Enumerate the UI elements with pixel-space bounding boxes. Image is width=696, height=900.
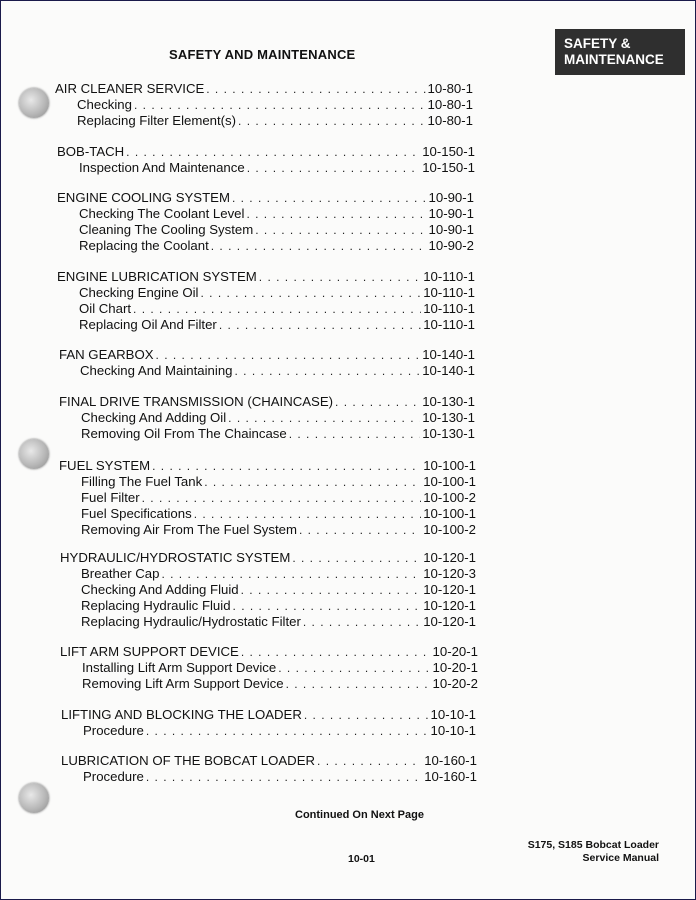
toc-entry-title: LIFT ARM SUPPORT DEVICE (60, 644, 239, 659)
toc-page-ref: 10-160-1 (424, 768, 477, 784)
toc-page-ref: 10-90-1 (428, 190, 474, 205)
section-tab-line1: SAFETY & (564, 36, 631, 51)
toc-page-ref: 10-90-1 (428, 221, 474, 237)
toc-entry-title: Procedure (83, 768, 144, 784)
dot-leader (232, 191, 427, 207)
dot-leader (228, 411, 420, 427)
toc-entry-title: LUBRICATION OF THE BOBCAT LOADER (61, 753, 316, 768)
manual-type: Service Manual (582, 852, 659, 864)
toc-entry-title: Replacing Filter Element(s) (77, 112, 237, 128)
toc-page-ref: 10-100-2 (423, 521, 476, 537)
toc-entry (59, 347, 475, 363)
toc-page-ref: 10-20-1 (432, 644, 478, 659)
dot-leader (201, 286, 422, 302)
toc-entry (55, 81, 473, 97)
toc-subentry (81, 614, 476, 630)
toc-entry-title: Removing Air From The Fuel System (81, 521, 297, 537)
toc-subentry (82, 676, 478, 692)
continued-note: Continued On Next Page (295, 809, 424, 821)
toc-entry-title: Checking And Maintaining (80, 362, 233, 378)
section-tab-line2: MAINTENANCE (564, 52, 664, 67)
dot-leader (317, 754, 422, 770)
toc-page-ref: 10-120-1 (423, 550, 476, 565)
toc-subentry (77, 97, 473, 113)
toc-entry-title: Installing Lift Arm Support Device (82, 659, 277, 675)
table-of-contents (1, 1, 695, 899)
dot-leader (134, 98, 426, 114)
toc-entry-title: FINAL DRIVE TRANSMISSION (CHAINCASE) (59, 394, 334, 409)
toc-entry (60, 644, 478, 660)
toc-subentry (83, 723, 476, 739)
toc-page-ref: 10-110-1 (423, 284, 475, 300)
toc-page-ref: 10-110-1 (423, 269, 475, 284)
toc-entry-title: Checking Engine Oil (79, 284, 199, 300)
toc-entry (57, 144, 475, 160)
dot-leader (259, 270, 421, 286)
toc-subentry (81, 598, 476, 614)
dot-leader (194, 507, 422, 523)
toc-entry (61, 707, 476, 723)
toc-entry-title: ENGINE LUBRICATION SYSTEM (57, 269, 257, 284)
toc-entry-title: Fuel Specifications (81, 505, 192, 521)
toc-page-ref: 10-130-1 (422, 394, 475, 409)
dot-leader (126, 145, 420, 161)
dot-leader (299, 523, 421, 539)
dot-leader (204, 475, 421, 491)
toc-entry-title: FUEL SYSTEM (59, 458, 151, 473)
manual-title (528, 839, 659, 865)
toc-entry (60, 550, 476, 566)
dot-leader (206, 82, 425, 98)
toc-page-ref: 10-130-1 (422, 409, 475, 425)
toc-page-ref: 10-80-1 (427, 81, 473, 96)
dot-leader (146, 770, 422, 786)
toc-subentry (77, 113, 473, 129)
toc-page-ref: 10-10-1 (430, 707, 476, 722)
toc-section (1, 394, 695, 442)
toc-section (1, 144, 695, 176)
dot-leader (152, 459, 421, 475)
toc-subentry (80, 363, 475, 379)
toc-page-ref: 10-150-1 (422, 159, 475, 175)
toc-entry-title: Checking The Coolant Level (79, 205, 245, 221)
toc-page-ref: 10-100-1 (423, 458, 476, 473)
toc-page-ref: 10-20-2 (432, 675, 478, 691)
page-title: SAFETY AND MAINTENANCE (169, 47, 356, 62)
dot-leader (335, 395, 420, 411)
toc-page-ref: 10-90-1 (428, 205, 474, 221)
toc-subentry (82, 660, 478, 676)
dot-leader (303, 615, 421, 631)
toc-section (1, 707, 695, 739)
toc-entry (57, 269, 475, 285)
toc-entry-title: Inspection And Maintenance (79, 159, 245, 175)
toc-page-ref: 10-120-3 (423, 565, 476, 581)
toc-subentry (81, 474, 476, 490)
toc-page-ref: 10-90-2 (428, 237, 474, 253)
dot-leader (211, 239, 427, 255)
toc-section (1, 81, 695, 129)
toc-section (1, 753, 695, 785)
toc-page-ref: 10-120-1 (423, 613, 476, 629)
toc-entry-title: Checking And Adding Oil (81, 409, 227, 425)
toc-page-ref: 10-150-1 (422, 144, 475, 159)
toc-page-ref: 10-20-1 (432, 659, 478, 675)
manual-model: S175, S185 Bobcat Loader (527, 839, 659, 851)
dot-leader (133, 302, 421, 318)
toc-entry (59, 458, 476, 474)
toc-entry (61, 753, 477, 769)
toc-page-ref: 10-120-1 (423, 597, 476, 613)
toc-page-ref: 10-100-1 (423, 505, 476, 521)
dot-leader (219, 318, 421, 334)
toc-entry-title: BOB-TACH (57, 144, 125, 159)
toc-page-ref: 10-160-1 (424, 753, 477, 768)
toc-entry-title: FAN GEARBOX (59, 347, 154, 362)
toc-subentry (81, 490, 476, 506)
toc-entry-title: LIFTING AND BLOCKING THE LOADER (61, 707, 302, 722)
toc-subentry (81, 410, 475, 426)
dot-leader (161, 567, 421, 583)
dot-leader (241, 645, 431, 661)
toc-subentry (79, 222, 474, 238)
toc-subentry (81, 582, 476, 598)
toc-entry-title: Checking And Adding Fluid (81, 581, 239, 597)
toc-section (1, 550, 695, 629)
toc-entry-title: Oil Chart (79, 300, 132, 316)
dot-leader (233, 599, 422, 615)
toc-page-ref: 10-140-1 (422, 347, 475, 362)
dot-leader (286, 677, 431, 693)
toc-page-ref: 10-120-1 (423, 581, 476, 597)
toc-page-ref: 10-80-1 (427, 96, 473, 112)
dot-leader (247, 161, 421, 177)
toc-entry-title: Checking (77, 96, 132, 112)
toc-page-ref: 10-100-1 (423, 473, 476, 489)
toc-subentry (81, 566, 476, 582)
toc-page-ref: 10-140-1 (422, 362, 475, 378)
toc-entry-title: Removing Lift Arm Support Device (82, 675, 284, 691)
toc-section (1, 458, 695, 537)
toc-page-ref: 10-10-1 (430, 722, 476, 738)
dot-leader (241, 583, 422, 599)
toc-subentry (83, 769, 477, 785)
toc-section (1, 644, 695, 692)
toc-subentry (79, 206, 474, 222)
toc-entry (57, 190, 474, 206)
toc-entry (59, 394, 475, 410)
dot-leader (142, 491, 422, 507)
page-number: 10-01 (348, 853, 375, 865)
toc-entry-title: Fuel Filter (81, 489, 140, 505)
dot-leader (292, 551, 421, 567)
toc-entry-title: Replacing Hydraulic Fluid (81, 597, 231, 613)
dot-leader (289, 427, 420, 443)
toc-section (1, 190, 695, 254)
toc-subentry (81, 506, 476, 522)
toc-entry-title: AIR CLEANER SERVICE (55, 81, 205, 96)
toc-entry-title: Removing Oil From The Chaincase (81, 425, 287, 441)
toc-entry-title: Replacing Hydraulic/Hydrostatic Filter (81, 613, 301, 629)
toc-entry-title: Filling The Fuel Tank (81, 473, 203, 489)
toc-subentry (79, 317, 475, 333)
toc-section (1, 269, 695, 333)
toc-page-ref: 10-80-1 (427, 112, 473, 128)
toc-entry-title: Replacing Oil And Filter (79, 316, 217, 332)
toc-entry-title: HYDRAULIC/HYDROSTATIC SYSTEM (60, 550, 291, 565)
toc-entry-title: Cleaning The Cooling System (79, 221, 254, 237)
toc-entry-title: Replacing the Coolant (79, 237, 209, 253)
dot-leader (304, 708, 429, 724)
toc-subentry (81, 522, 476, 538)
toc-page-ref: 10-130-1 (422, 425, 475, 441)
dot-leader (156, 348, 421, 364)
dot-leader (278, 661, 430, 677)
toc-subentry (79, 301, 475, 317)
dot-leader (235, 364, 421, 380)
toc-page-ref: 10-100-2 (423, 489, 476, 505)
dot-leader (238, 114, 425, 130)
toc-section (1, 347, 695, 379)
dot-leader (146, 724, 429, 740)
toc-entry-title: Procedure (83, 722, 144, 738)
dot-leader (246, 207, 426, 223)
toc-subentry (79, 238, 474, 254)
toc-page-ref: 10-110-1 (423, 300, 475, 316)
toc-subentry (79, 160, 475, 176)
toc-page-ref: 10-110-1 (423, 316, 475, 332)
toc-entry-title: Breather Cap (81, 565, 160, 581)
toc-subentry (79, 285, 475, 301)
toc-subentry (81, 426, 475, 442)
dot-leader (255, 223, 426, 239)
toc-entry-title: ENGINE COOLING SYSTEM (57, 190, 230, 205)
